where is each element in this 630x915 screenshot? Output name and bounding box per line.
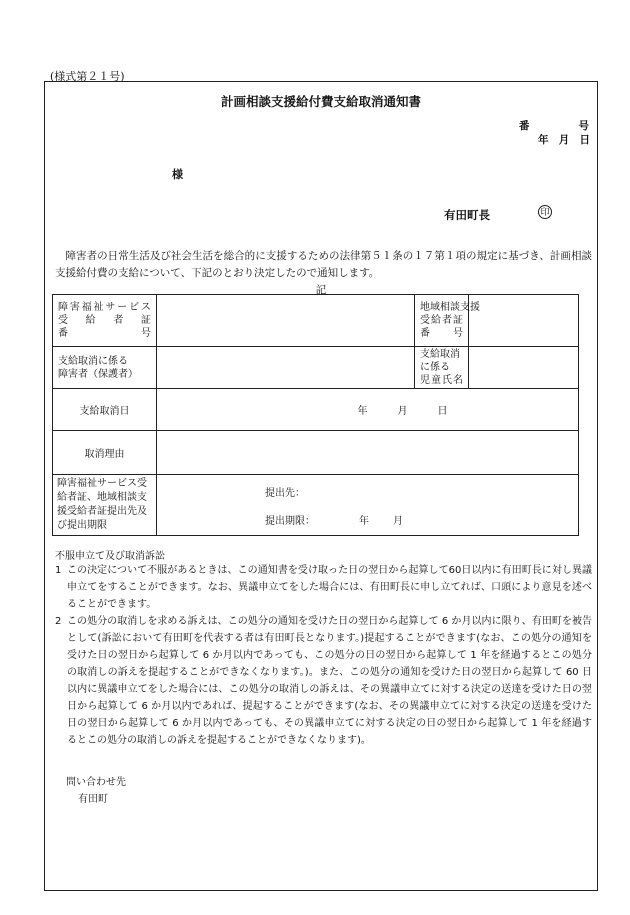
label-char: 支 xyxy=(460,302,470,313)
cancel-month: 月 xyxy=(397,406,408,417)
cert-label-line2 xyxy=(58,314,151,327)
appeal-item-1 xyxy=(55,562,592,613)
person-value[interactable] xyxy=(157,347,415,389)
label-char: 援 xyxy=(470,302,480,313)
child-label-line2 xyxy=(420,374,463,387)
submit-label: 障害福祉サービス受給者証、地域相談支援受給者証提出先及び提出期限 xyxy=(53,475,157,536)
label-char: 福 xyxy=(81,302,92,313)
label-char: 受 xyxy=(58,315,68,326)
label-char: 童 xyxy=(431,375,441,386)
label-char: 相 xyxy=(440,302,450,313)
document-number xyxy=(519,118,589,133)
intro-paragraph: 障害者の日常生活及び社会生活を総合的に支援するための法律第５１条の１７第１項の規定に基づき、計画相談支援給付費の支給について、下記のとおり決定したので通知します。 xyxy=(55,250,592,279)
number-prefix: 番 xyxy=(519,120,530,132)
label-char: 者 xyxy=(113,315,124,326)
child-label xyxy=(415,347,469,389)
label-char: ス xyxy=(140,302,151,313)
label-char: 障 xyxy=(58,302,68,313)
label-char: 番 xyxy=(420,328,430,339)
table-row xyxy=(53,431,579,475)
cancel-date-value[interactable] xyxy=(157,389,579,431)
ki-heading: 記 xyxy=(315,284,327,296)
chiiki-number-value[interactable] xyxy=(469,295,579,347)
table-row xyxy=(53,475,579,536)
chiiki-number-label xyxy=(415,295,480,347)
child-label-line1: 支給取消に係る xyxy=(420,349,460,373)
submit-deadline-label: 提出期限： xyxy=(265,516,315,527)
label-char: 名 xyxy=(453,375,463,386)
deadline-month: 月 xyxy=(393,516,403,527)
person-label-line1: 支給取消に係る xyxy=(58,355,128,367)
label-char: ビ xyxy=(129,302,140,313)
table-row xyxy=(53,295,579,347)
appeal-item-2 xyxy=(55,613,592,749)
label-char: 給 xyxy=(431,315,441,326)
reason-label: 取消理由 xyxy=(53,431,157,475)
cert-label-line3 xyxy=(58,327,151,340)
label-char: サ xyxy=(105,302,116,313)
inquiry-town: 有田町 xyxy=(78,794,108,805)
date-year: 年 xyxy=(538,134,549,146)
form-number: (様式第２１号) xyxy=(50,70,125,83)
addressee-suffix: 様 xyxy=(172,168,183,181)
person-label xyxy=(53,347,157,389)
label-char: 域 xyxy=(430,302,440,313)
document-title: 計画相談支援給付費支給取消通知書 xyxy=(220,94,421,109)
reason-value[interactable] xyxy=(157,431,579,475)
label-char: 地 xyxy=(420,302,430,313)
label-char: 号 xyxy=(453,328,463,339)
label-char: 氏 xyxy=(442,375,452,386)
table-row xyxy=(53,389,579,431)
chiiki-label-line1 xyxy=(420,301,480,314)
submit-to-label: 提出先： xyxy=(265,488,305,499)
appeal-item-1-text: この決定について不服があるときは、この通知書を受け取った日の翌日から起算して60日以内に有田町長に対し異議申立てをすることができます。なお、異議申立てをした場合には、有田町長に申し立てれば、口頭により意見を述べることができます。 xyxy=(67,565,592,610)
appeal-item-2-text: この処分の取消しを求める訴えは、この処分の通知を受けた日の翌日から起算して 6 か月以内に限り、有田町を被告として(訴訟において有田町を代表する者は有田町長となります。)提起することができます(なお、この処分の通知を受けた日の翌日から起算して 6 か月以内であっても、この処分の日の翌日から起算して 1 年を経過するとこの処分の取消しの訴えを提起することができなくなります。)。また、この処分の通知を受けた日の翌日から起算して 60 日以内に異議申立てをした場合には、この処分の取消しの訴えは、その異議申立てに対する決定の送達を受けた日の翌日から起算して 6 か月以内であれば、提起することができます(なお、その異議申立てに対する決定の送達を受けた日の翌日から起算して 6 か月以内であっても、その異議申立てに対する決定の日の翌日から起算して 1 年を経過するとこの処分の取消しの訴えを提起することができなくなります)。 xyxy=(67,616,592,746)
person-label-line2: 障害者（保護者） xyxy=(58,368,138,380)
chiiki-label-line2 xyxy=(420,314,463,327)
deadline-year: 年 xyxy=(359,516,369,527)
submit-value[interactable] xyxy=(157,475,579,536)
label-char: 証 xyxy=(140,315,151,326)
number-suffix: 号 xyxy=(578,120,589,132)
label-char: 者 xyxy=(442,315,452,326)
appeal-item-2-number: 2 xyxy=(55,616,62,627)
sender-name: 有田町長 xyxy=(444,208,490,222)
cert-number-label xyxy=(53,295,157,347)
label-char: 談 xyxy=(450,302,460,313)
cancel-date-label: 支給取消日 xyxy=(53,389,157,431)
seal-mark: 印 xyxy=(538,205,552,219)
label-char: ー xyxy=(117,302,128,313)
details-table xyxy=(52,294,579,536)
appeal-item-1-number: 1 xyxy=(55,565,62,576)
cancel-day: 日 xyxy=(437,406,448,417)
label-char: 号 xyxy=(141,328,151,339)
label-char: 証 xyxy=(453,315,463,326)
appeal-heading: 不服申立て及び取消訴訟 xyxy=(55,551,165,562)
chiiki-label-line3 xyxy=(420,327,463,340)
date-month: 月 xyxy=(558,134,570,146)
label-char: 番 xyxy=(58,328,68,339)
label-char: 祉 xyxy=(93,302,104,313)
label-char: 受 xyxy=(420,315,430,326)
label-char: 給 xyxy=(85,315,96,326)
table-row xyxy=(53,347,579,389)
inquiry-label: 問い合わせ先 xyxy=(66,777,126,788)
child-value[interactable] xyxy=(469,347,579,389)
cert-number-value[interactable] xyxy=(157,295,415,347)
label-char: 児 xyxy=(420,375,430,386)
label-char: 害 xyxy=(69,302,80,313)
document-date xyxy=(538,132,590,147)
cancel-year: 年 xyxy=(357,406,368,417)
date-day: 日 xyxy=(579,134,590,146)
cert-label-line1 xyxy=(58,301,151,314)
